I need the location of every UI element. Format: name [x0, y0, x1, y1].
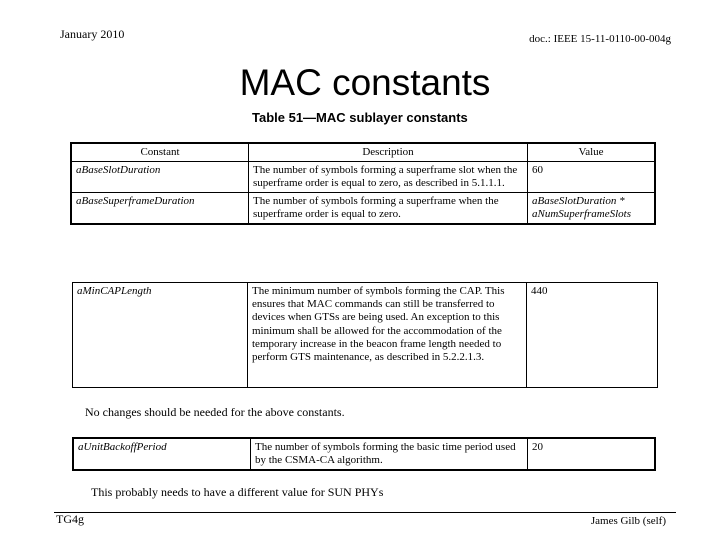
constant-value: aBaseSlotDuration * aNumSuperframeSlots	[528, 193, 656, 225]
note-no-changes: No changes should be needed for the above constants.	[85, 405, 345, 419]
constant-name: aBaseSlotDuration	[71, 162, 249, 193]
constant-value: 440	[527, 283, 658, 388]
footer-divider	[54, 512, 676, 513]
constant-value: 20	[528, 438, 656, 470]
table-caption: Table 51—MAC sublayer constants	[252, 110, 468, 125]
constant-description: The minimum number of symbols forming the CAP. This ensures that MAC commands can still be transferred to devices when GTSs are being used. An exception to this minimum shall be allowed for the accommodation of the temporary increase in the beacon frame length needed to perform GTS maintenance, as described in 5.2.2.1.3.	[248, 283, 527, 388]
constant-name: aBaseSuperframeDuration	[71, 193, 249, 225]
slide-title: MAC constants	[239, 62, 491, 103]
column-header-constant: Constant	[71, 143, 249, 162]
constant-description: The number of symbols forming a superframe when the superframe order is equal to zero.	[249, 193, 528, 225]
table-row	[71, 193, 655, 225]
footer-author: James Gilb (self)	[590, 515, 666, 527]
column-header-value: Value	[528, 143, 656, 162]
min-cap-length-table	[72, 282, 658, 388]
table-row	[71, 162, 655, 193]
column-header-description: Description	[249, 143, 528, 162]
header-date: January 2010	[60, 27, 125, 41]
footer-group: TG4g	[56, 512, 84, 526]
table-row	[73, 438, 655, 470]
table-row	[73, 283, 658, 388]
mac-constants-table	[70, 142, 656, 225]
constant-description: The number of symbols forming the basic time period used by the CSMA-CA algorithm.	[251, 438, 528, 470]
unit-backoff-table	[72, 437, 656, 471]
constant-name: aMinCAPLength	[73, 283, 248, 388]
note-sun-phys: This probably needs to have a different value for SUN PHYs	[91, 485, 384, 499]
constant-description: The number of symbols forming a superframe slot when the superframe order is equal to zero, as described in 5.1.1.1.	[249, 162, 528, 193]
constant-value: 60	[528, 162, 656, 193]
header-doc-id: doc.: IEEE 15-11-0110-00-004g	[529, 33, 671, 45]
constant-name: aUnitBackoffPeriod	[73, 438, 251, 470]
table-header-row	[71, 143, 655, 162]
